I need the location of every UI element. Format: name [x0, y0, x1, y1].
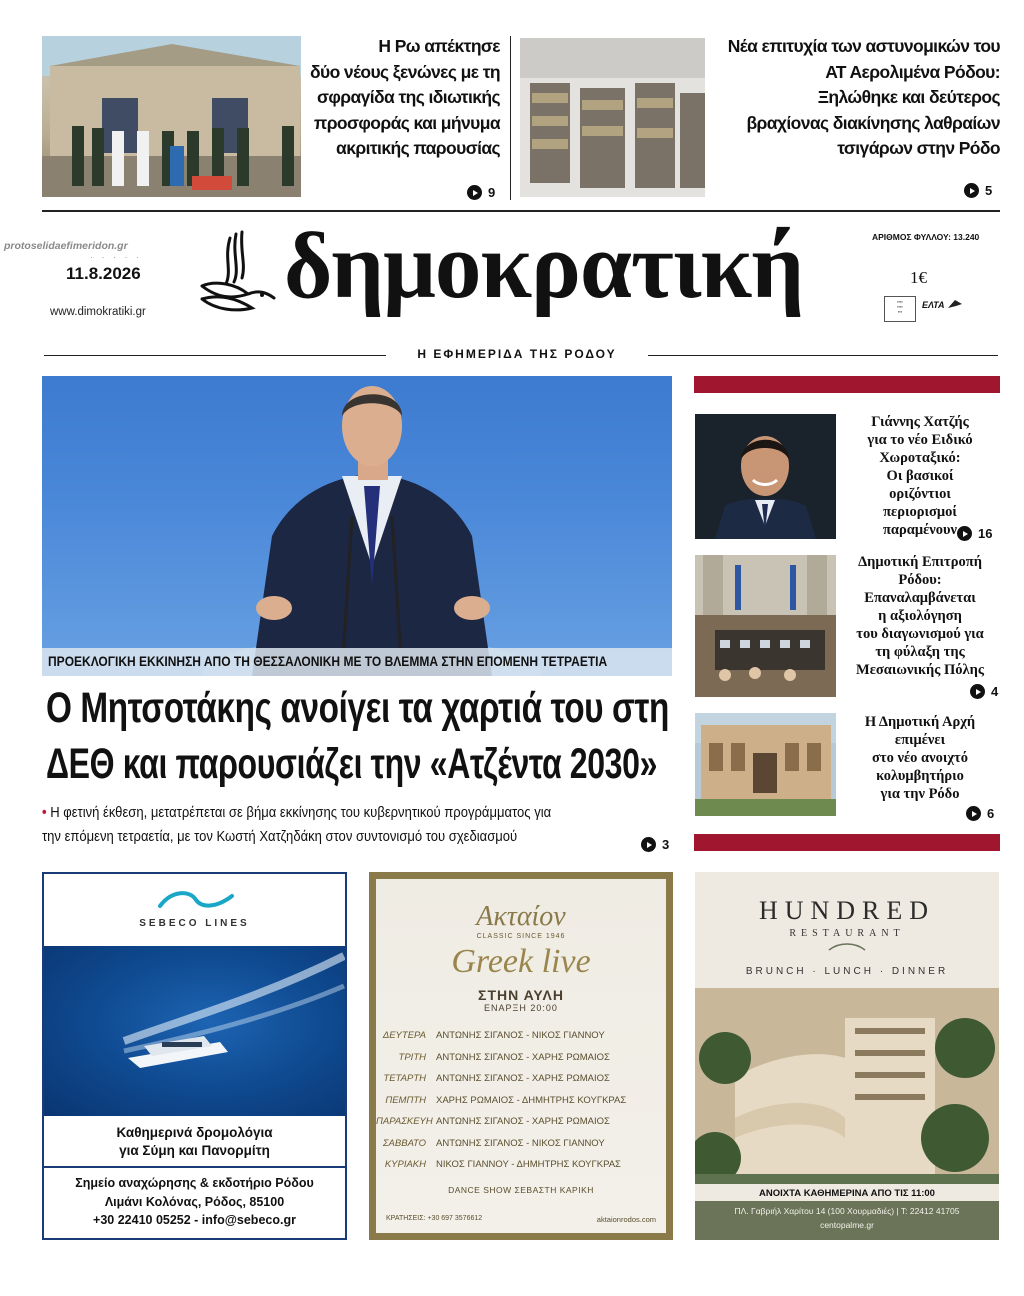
side-story-2-photo[interactable]	[695, 555, 836, 697]
headline-line: Ο Μητσοτάκης ανοίγει τα χαρτιά του στη	[46, 684, 669, 732]
title-line: Νέα επιτυχία των αστυνομικών του	[727, 36, 1000, 56]
summary-line: Η φετινή έκθεση, μετατρέπεται σε βήμα εκκίνησης του κυβερνητικού προγράμματος για	[50, 804, 552, 821]
title-line: δύο νέους ξενώνες με τη	[309, 61, 500, 82]
title-line: του διαγωνισμού για	[856, 626, 984, 642]
page-number: 3	[662, 837, 670, 852]
page-number: 5	[985, 183, 993, 198]
aktaion-ad[interactable]	[369, 872, 673, 1240]
top-story-1-photo[interactable]	[42, 36, 301, 197]
page-ref[interactable]	[964, 183, 992, 198]
arrow-circle-icon	[966, 806, 981, 821]
schedule-day: ΚΥΡΙΑΚΗ	[384, 1159, 426, 1170]
elta-text: ΕΛΤΑ	[922, 300, 945, 310]
date-dots: · · · · ·	[90, 252, 142, 262]
schedule-day: ΠΑΡΑΣΚΕΥΗ	[376, 1116, 433, 1127]
title-line: η αξιολόγηση	[878, 608, 962, 624]
schedule-row	[376, 1133, 666, 1155]
schedule-row	[376, 1154, 666, 1176]
title-line: τσιγάρων στην Ρόδο	[837, 138, 1000, 158]
side-story-3-photo[interactable]	[695, 713, 836, 816]
page-ref[interactable]	[957, 526, 992, 541]
sebeco-divider	[44, 1166, 345, 1168]
schedule-artists: ΧΑΡΗΣ ΡΩΜΑΙΟΣ - ΔΗΜΗΤΡΗΣ ΚΟΥΓΚΡΑΣ	[436, 1094, 627, 1106]
title-line: παραμένουν	[882, 522, 958, 538]
title-line: βραχίονας διακίνησης λαθραίων	[746, 112, 1000, 133]
elta-bird-icon	[947, 298, 963, 312]
palm-leaf-icon	[827, 942, 867, 952]
title-line: Γιάννης Χατζής	[871, 414, 969, 430]
dove-logo-icon	[196, 224, 280, 320]
sebeco-ad[interactable]	[42, 872, 347, 1240]
arrow-circle-icon	[970, 684, 985, 699]
contact-line: Σημείο αναχώρησης & εκδοτήριο Ρόδου	[75, 1176, 314, 1190]
title-line: Δημοτική Επιτροπή	[858, 554, 982, 570]
source-watermark: protoselidaefimeridon.gr	[4, 240, 128, 252]
price: 1€	[910, 268, 927, 287]
issue-number: ΑΡΙΘΜΟΣ ΦΥΛΛΟΥ: 13.240	[872, 232, 980, 242]
schedule-row	[376, 1111, 666, 1133]
aktaion-venue: ΣΤΗΝ ΑΥΛΗ	[478, 987, 564, 1003]
hundred-footer	[695, 1184, 999, 1240]
tagline: Η ΕΦΗΜΕΡΙΔΑ ΤΗΣ ΡΟΔΟΥ	[417, 347, 617, 361]
schedule-artists: ΝΙΚΟΣ ΓΙΑΝΝΟΥ - ΔΗΜΗΤΡΗΣ ΚΟΥΓΚΡΑΣ	[436, 1159, 621, 1170]
page-ref[interactable]	[641, 837, 669, 852]
page-number: 9	[488, 185, 496, 200]
schedule-row	[376, 1047, 666, 1069]
side-story-2-title[interactable]	[840, 553, 1000, 679]
top-story-1-title[interactable]	[300, 34, 500, 162]
title-line: στο νέο ανοιχτό	[872, 750, 968, 766]
headline-line: για Σύμη και Πανορμίτη	[119, 1143, 270, 1158]
title-line: επιμένει	[894, 732, 946, 748]
title-line: προσφοράς και μήνυμα	[313, 112, 500, 133]
main-story-photo[interactable]	[42, 376, 672, 676]
page-number: 6	[987, 806, 995, 821]
issue-date: 11.8.2026	[66, 264, 141, 283]
arrow-circle-icon	[964, 183, 979, 198]
elta-logo	[922, 298, 963, 312]
schedule-artists: ΑΝΤΩΝΗΣ ΣΙΓΑΝΟΣ - ΧΑΡΗΣ ΡΩΜΑΙΟΣ	[436, 1073, 610, 1084]
title-line: τη φύλαξη της	[875, 644, 965, 660]
aktaion-start: ΕΝΑΡΞΗ 20:00	[484, 1003, 558, 1013]
hundred-sub: RESTAURANT	[789, 928, 905, 939]
wave-logo-icon	[156, 886, 236, 912]
contact-line: Λιμάνι Κολόνας, Ρόδος, 85100	[104, 1194, 285, 1209]
top-story-2-title[interactable]	[700, 34, 1000, 162]
title-line: Ξηλώθηκε και δεύτερος	[817, 87, 1000, 107]
page-ref[interactable]	[467, 185, 495, 200]
aktaion-since: CLASSIC SINCE 1946	[476, 933, 566, 940]
title-line: Η Δημοτική Αρχή	[864, 714, 976, 730]
side-story-1-title[interactable]	[840, 413, 1000, 539]
headline-line: Καθημερινά δρομολόγια	[116, 1125, 273, 1140]
sebeco-contact	[44, 1174, 345, 1230]
schedule-artists: ΑΝΤΩΝΗΣ ΣΙΓΑΝΟΣ - ΧΑΡΗΣ ΡΩΜΑΙΟΣ	[436, 1051, 610, 1063]
schedule-day: ΤΕΤΑΡΤΗ	[383, 1073, 426, 1084]
ferry-photo	[44, 946, 345, 1116]
aktaion-brand: Ακταίον	[476, 901, 566, 932]
schedule-artists: ΑΝΤΩΝΗΣ ΣΙΓΑΝΟΣ - ΝΙΚΟΣ ΓΙΑΝΝΟΥ	[436, 1030, 605, 1041]
accent-bar-top	[694, 376, 1000, 393]
hotel-photo	[695, 988, 999, 1184]
aktaion-show: DANCE SHOW ΣΕΒΑΣΤΗ ΚΑΡΙΚΗ	[448, 1185, 594, 1195]
accent-bar-bottom	[694, 834, 1000, 851]
side-story-1-photo[interactable]	[695, 414, 836, 539]
top-story-2-photo[interactable]	[520, 38, 705, 197]
schedule-day: ΤΡΙΤΗ	[398, 1051, 426, 1063]
schedule-day: ΔΕΥΤΕΡΑ	[382, 1030, 426, 1041]
postage-stamp-icon: ▪▪▪▪ ▪▪▪▪ ▪▪▪	[884, 296, 916, 322]
newspaper-logo[interactable]: δημοκρατική	[284, 214, 804, 318]
page-ref[interactable]	[970, 684, 998, 699]
title-line: Επαναλαμβάνεται	[864, 590, 976, 606]
schedule-artists: ΑΝΤΩΝΗΣ ΣΙΓΑΝΟΣ - ΧΑΡΗΣ ΡΩΜΑΙΟΣ	[436, 1116, 610, 1127]
side-story-3-title[interactable]	[840, 713, 1000, 803]
contact-line: +30 22410 05252 - info@sebeco.gr	[93, 1213, 296, 1227]
title-line: σφραγίδα της ιδιωτικής	[316, 87, 500, 107]
schedule-day: ΣΑΒΒΑΤΟ	[382, 1137, 426, 1149]
hundred-brand: HUNDRED	[758, 896, 936, 925]
website-link[interactable]: www.dimokratiki.gr	[50, 306, 146, 318]
title-line: για την Ρόδο	[880, 786, 960, 802]
hundred-ad[interactable]	[695, 872, 999, 1240]
hundred-address: ΠΛ. Γαβριήλ Χαρίτου 14 (100 Χουρμαδιές) | Τ: 22412 41705	[734, 1206, 960, 1216]
page-ref[interactable]	[966, 806, 994, 821]
arrow-circle-icon	[957, 526, 972, 541]
main-story-headline[interactable]	[46, 680, 670, 792]
arrow-circle-icon	[467, 185, 482, 200]
title-line: ακριτικής παρουσίας	[336, 138, 500, 158]
sebeco-headline	[44, 1124, 345, 1160]
main-story-kicker-text: ΠΡΟΕΚΛΟΓΙΚΗ ΕΚΚΙΝΗΣΗ ΑΠΟ ΤΗ ΘΕΣΣΑΛΟΝΙΚΗ ΜΕ ΤΟ ΒΛΕΜΜΑ ΣΤΗΝ ΕΠΟΜΕΝΗ ΤΕΤΡΑΕΤΙΑ	[48, 654, 608, 669]
aktaion-event: Greek live	[451, 943, 591, 980]
schedule-row	[376, 1068, 666, 1090]
main-story-summary[interactable]	[42, 801, 682, 849]
title-line: Ρόδου:	[898, 572, 942, 588]
sebeco-brand: SEBECO LINES	[139, 918, 250, 929]
title-line: κολυμβητήριο	[876, 768, 964, 784]
aktaion-booking: ΚΡΑΤΗΣΕΙΣ: +30 697 3576612	[386, 1215, 483, 1222]
tagline-rule-left	[44, 355, 386, 356]
hundred-site[interactable]: centopalme.gr	[820, 1220, 874, 1230]
title-line: Οι βασικοί	[886, 468, 954, 484]
title-line: περιορισμοί	[883, 504, 957, 520]
column-divider	[510, 36, 511, 200]
tagline-rule-right	[648, 355, 998, 356]
arrow-circle-icon	[641, 837, 656, 852]
aktaion-schedule	[376, 1025, 666, 1176]
schedule-day: ΠΕΜΠΤΗ	[385, 1094, 426, 1106]
summary-line: την επόμενη τετραετία, με τον Κωστή Χατζηδάκη στον συντονισμό του σχεδιασμού	[42, 828, 518, 845]
hundred-services: BRUNCH · LUNCH · DINNER	[745, 966, 949, 977]
title-line: Μεσαιωνικής Πόλης	[856, 662, 984, 678]
schedule-artists: ΑΝΤΩΝΗΣ ΣΙΓΑΝΟΣ - ΝΙΚΟΣ ΓΙΑΝΝΟΥ	[436, 1137, 605, 1149]
aktaion-site[interactable]: aktaionrodos.com	[596, 1215, 656, 1224]
schedule-row	[376, 1090, 666, 1112]
top-divider	[42, 210, 1000, 212]
headline-line: ΔΕΘ και παρουσιάζει την «Ατζέντα 2030»	[46, 740, 658, 788]
hundred-open: ΑΝΟΙΧΤΑ ΚΑΘΗΜΕΡΙΝΑ ΑΠΟ ΤΙΣ 11:00	[695, 1184, 999, 1201]
title-line: Χωροταξικό:	[879, 450, 961, 466]
page-number: 16	[978, 526, 993, 541]
title-line: Η Ρω απέκτησε	[378, 36, 500, 56]
title-line: οριζόντιοι	[889, 486, 951, 502]
bullet-icon: •	[42, 804, 47, 821]
title-line: ΑΤ Αερολιμένα Ρόδου:	[825, 61, 1000, 82]
title-line: για το νέο Ειδικό	[867, 432, 973, 448]
schedule-row	[376, 1025, 666, 1047]
page-number: 4	[991, 684, 999, 699]
